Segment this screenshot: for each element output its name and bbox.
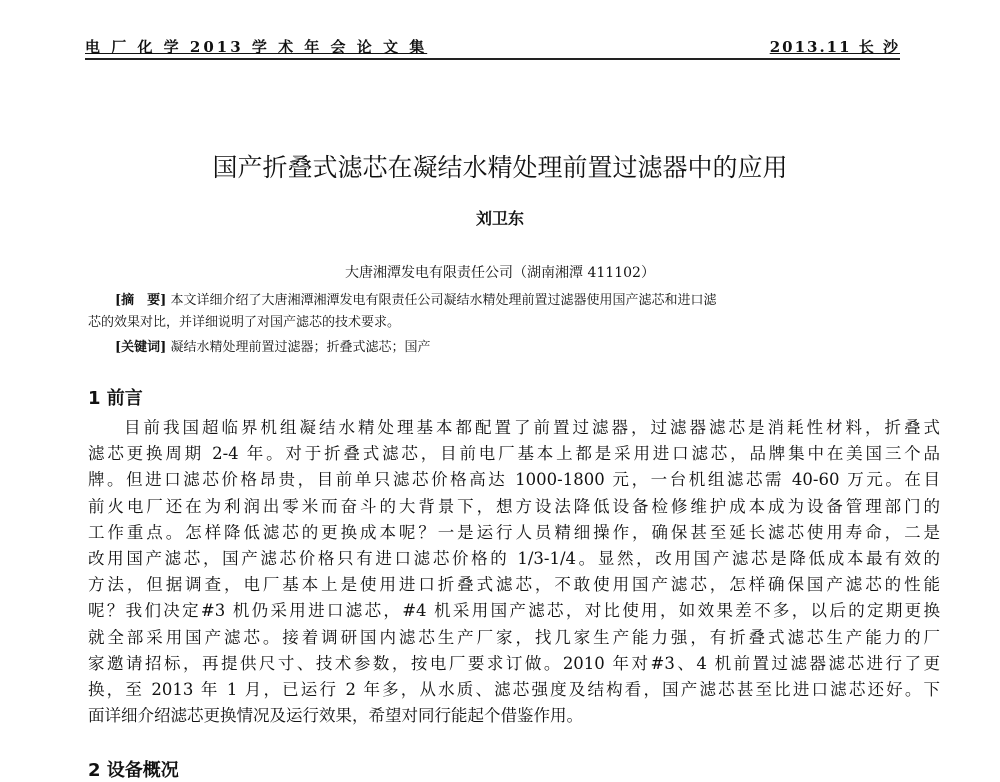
paragraph-line: 改用国产滤芯，国产滤芯价格只有进口滤芯价格的 1/3-1/4。显然，改用国产滤芯是降低成本最有效的 (88, 549, 940, 568)
paragraph-line: 牌。但进口滤芯价格昂贵，目前单只滤芯价格高达 1000-1800 元，一台机组滤芯需 40-60 万元。在目 (88, 470, 940, 490)
paragraph-line: 目前我国超临界机组凝结水精处理基本都配置了前置过滤器，过滤器滤芯是消耗性材料，折叠式 (124, 418, 940, 437)
abstract-line: 芯的效果对比，并详细说明了对国产滤芯的技术要求。 (88, 315, 401, 330)
header-date-place: 2013.11 长 沙 (769, 38, 900, 56)
paragraph-line: 工作重点。怎样降低滤芯的更换成本呢？一是运行人员精细操作，确保甚至延长滤芯使用寿命，二是 (88, 522, 940, 542)
paper-title: 国产折叠式滤芯在凝结水精处理前置过滤器中的应用 (212, 153, 788, 182)
paragraph-line: 家邀请招标，再提供尺寸、技术参数，按电厂要求订做。2010 年对#3、4 机前置过滤器滤芯进行了更 (88, 653, 940, 673)
paragraph-line: 前火电厂还在为利润出零米而奋斗的大背景下，想方设法降低设备检修维护成本成为设备管理部门的 (88, 496, 940, 516)
keywords (115, 338, 945, 358)
paragraph-line: 就全部采用国产滤芯。接着调研国内滤芯生产厂家，找几家生产能力强，有折叠式滤芯生产能力的厂 (88, 627, 940, 647)
keywords-label: [关键词] (115, 340, 167, 355)
running-header (85, 34, 900, 60)
abstract (115, 291, 945, 311)
author: 刘卫东 (475, 209, 524, 228)
section-heading: 1 前言 (88, 388, 143, 409)
paragraph-line: 方法，但据调查，电厂基本上是使用进口折叠式滤芯，不敢使用国产滤芯，怎样确保国产滤芯的性能 (88, 575, 940, 595)
header-proceedings-title: 电 厂 化 学 2013 学 术 年 会 论 文 集 (85, 38, 428, 56)
paragraph-line: 呢？我们决定#3 机仍采用进口滤芯，#4 机采用国产滤芯，对比使用，如效果差不多，以后的定期更换 (88, 601, 940, 621)
keywords-text: 凝结水精处理前置过滤器；折叠式滤芯；国产 (170, 340, 431, 355)
paragraph-line: 面详细介绍滤芯更换情况及运行效果，希望对同行能起个借鉴作用。 (88, 706, 583, 726)
section-heading: 2 设备概况 (88, 760, 179, 781)
affiliation: 大唐湘潭发电有限责任公司（湖南湘潭 411102） (345, 265, 655, 281)
paragraph-line: 换，至 2013 年 1 月，已运行 2 年多，从水质、滤芯强度及结构看，国产滤芯甚至比进口滤芯还好。下 (88, 680, 940, 699)
paragraph-line: 滤芯更换周期 2-4 年。对于折叠式滤芯，目前电厂基本上都是采用进口滤芯，品牌集中在美国三个品 (88, 444, 940, 464)
abstract-label: [摘 要] (115, 293, 167, 308)
abstract-line: 本文详细介绍了大唐湘潭湘潭发电有限责任公司凝结水精处理前置过滤器使用国产滤芯和进口滤 (170, 293, 717, 308)
